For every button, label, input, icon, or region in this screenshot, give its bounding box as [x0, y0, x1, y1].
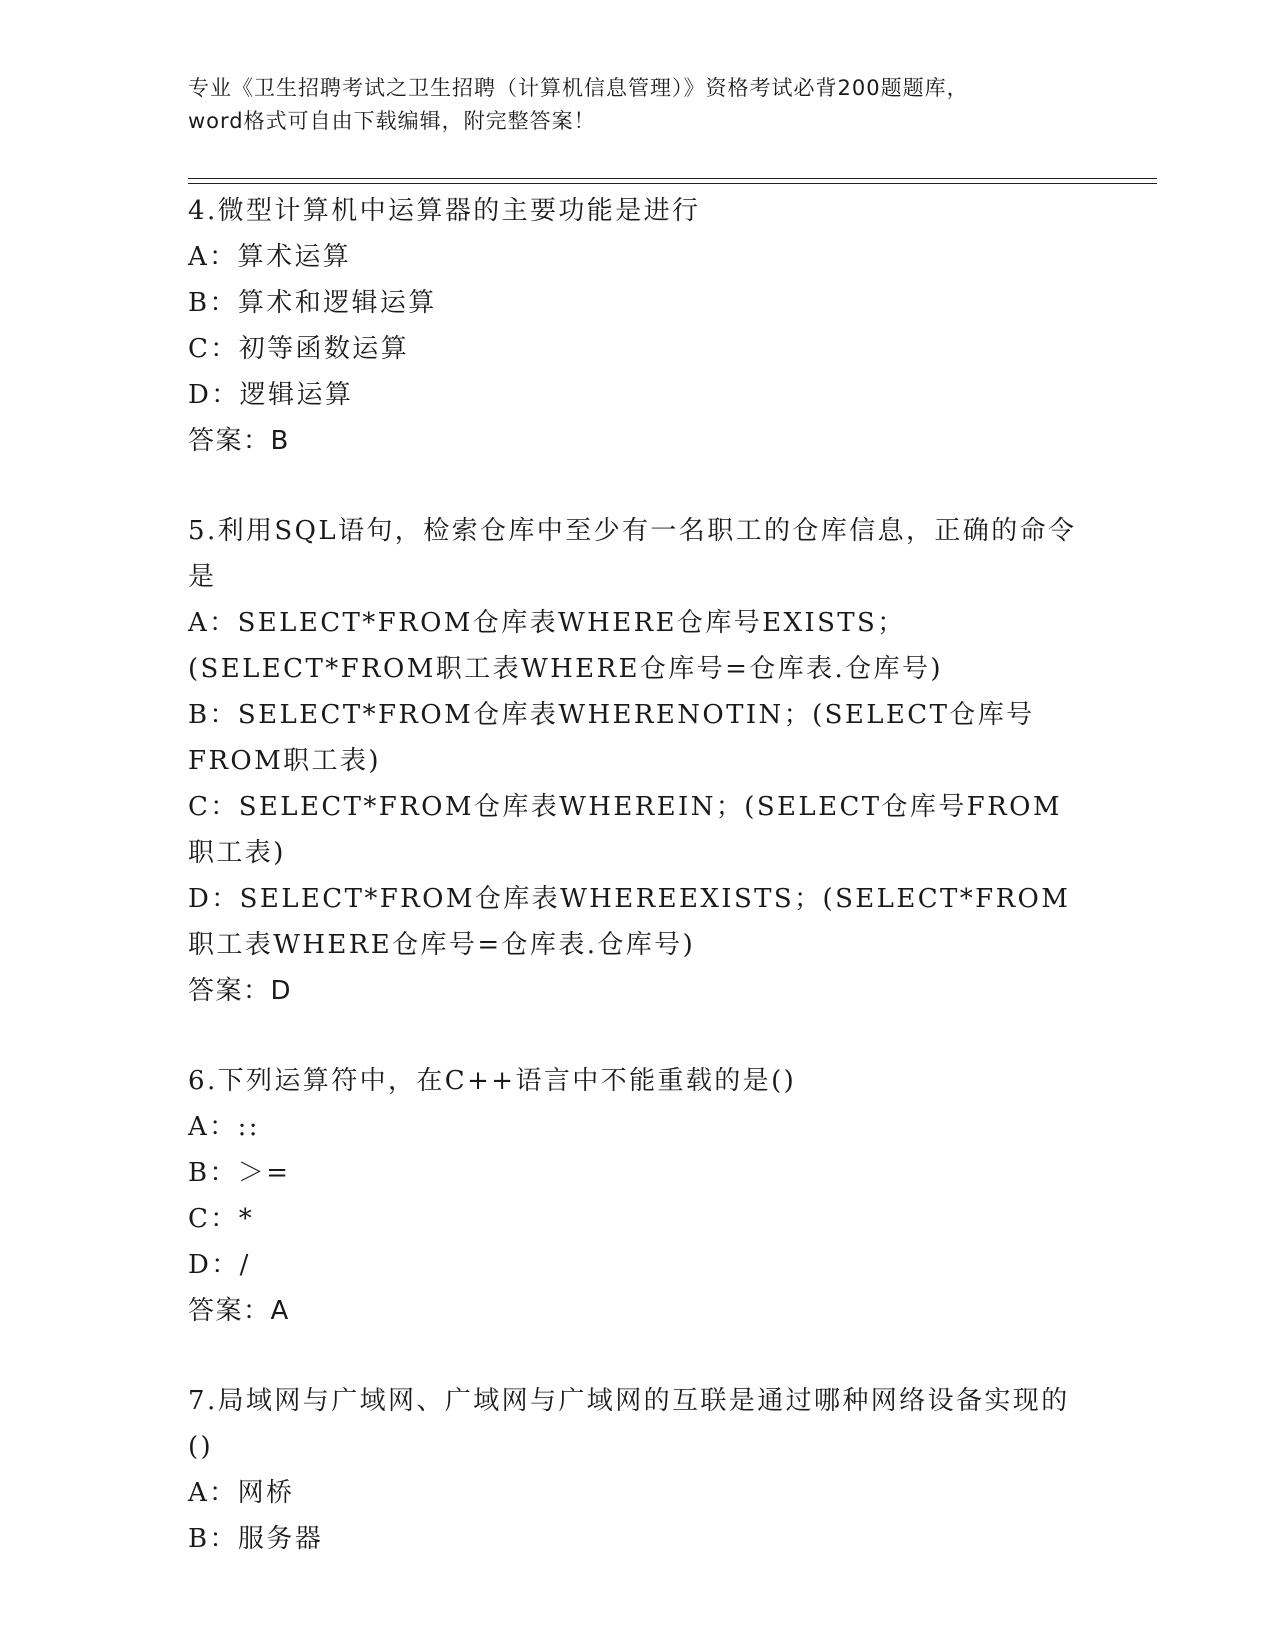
question-stem: 6.下列运算符中，在C++语言中不能重载的是() — [188, 1066, 797, 1096]
option-c: C：初等函数运算 — [188, 334, 410, 364]
question-4 — [188, 188, 1088, 464]
option-d: D：/ — [188, 1250, 251, 1280]
header-line-1: 专业《卫生招聘考试之卫生招聘（计算机信息管理）》资格考试必背200题题库， — [188, 76, 969, 100]
option-c: C：* — [188, 1204, 255, 1234]
option-d: D：逻辑运算 — [188, 380, 354, 410]
question-stem: 5.利用SQL语句，检索仓库中至少有一名职工的仓库信息，正确的命令是 — [188, 516, 1077, 592]
option-a: A：SELECT*FROM仓库表WHERE仓库号EXISTS；(SELECT*FROM职工表WHERE仓库号=仓库表.仓库号) — [188, 608, 943, 684]
option-a: A：:: — [188, 1112, 260, 1142]
option-b: B：算术和逻辑运算 — [188, 288, 437, 318]
question-list — [188, 188, 1088, 1606]
option-b: B：服务器 — [188, 1524, 324, 1554]
option-b: B：SELECT*FROM仓库表WHERENOTIN；(SELECT仓库号FROM职工表) — [188, 700, 1035, 776]
question-stem: 4.微型计算机中运算器的主要功能是进行 — [188, 196, 701, 226]
header-divider-bottom — [188, 183, 1157, 184]
option-a: A：网桥 — [188, 1478, 295, 1508]
answer: 答案：D — [188, 976, 293, 1006]
option-b: B：＞= — [188, 1158, 291, 1188]
header-line-2: word格式可自由下载编辑，附完整答案！ — [188, 109, 596, 133]
question-5 — [188, 508, 1088, 1014]
answer: 答案：A — [188, 1296, 290, 1326]
question-stem: 7.局域网与广域网、广域网与广域网的互联是通过哪种网络设备实现的() — [188, 1386, 1070, 1462]
question-6 — [188, 1058, 1088, 1334]
answer: 答案：B — [188, 426, 290, 456]
header-divider-top — [188, 178, 1157, 179]
option-c: C：SELECT*FROM仓库表WHEREIN；(SELECT仓库号FROM职工表) — [188, 792, 1062, 868]
option-d: D：SELECT*FROM仓库表WHEREEXISTS；(SELECT*FROM职工表WHERE仓库号=仓库表.仓库号) — [188, 884, 1071, 960]
question-7 — [188, 1378, 1088, 1562]
option-a: A：算术运算 — [188, 242, 352, 272]
document-header — [188, 72, 1088, 138]
